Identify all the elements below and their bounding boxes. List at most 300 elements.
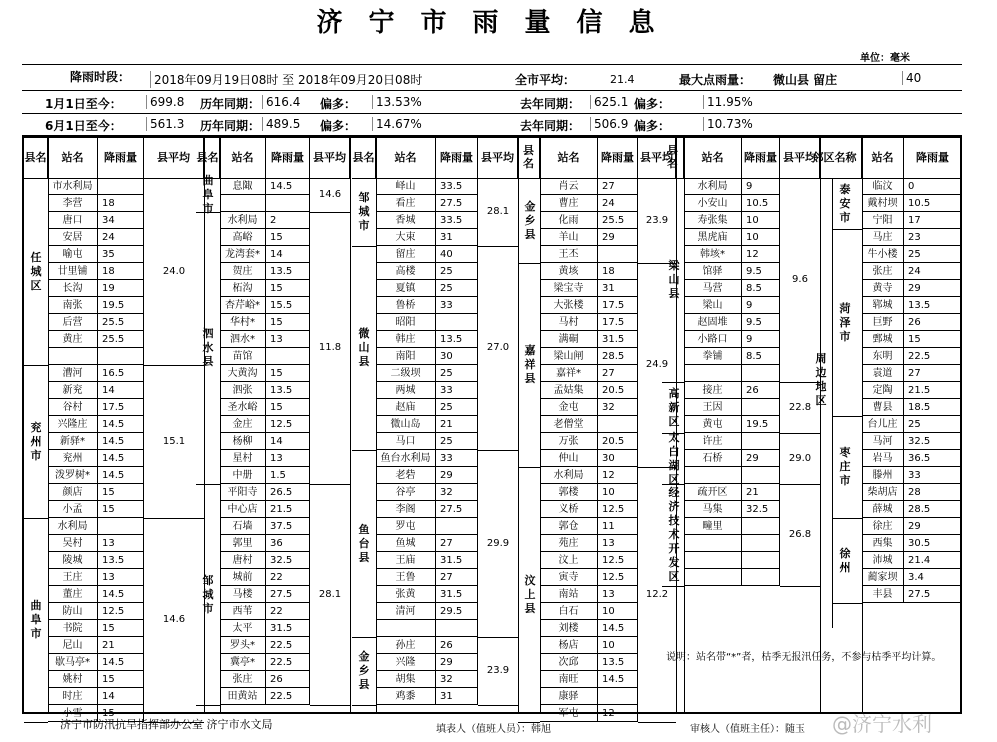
station-name: 兴隆 <box>376 654 436 671</box>
rainfall-value: 13.5 <box>266 382 310 399</box>
rainfall-value: 25.5 <box>98 314 144 331</box>
rainfall-value: 29 <box>904 280 962 297</box>
county-divider <box>196 484 220 485</box>
rainfall-value: 13 <box>266 331 310 348</box>
station-name: 王庄 <box>48 569 98 586</box>
station-name: 康驿 <box>540 688 598 705</box>
avg-divider <box>780 586 820 587</box>
avg-divider <box>144 518 204 519</box>
rainfall-value: 17 <box>904 212 962 229</box>
station-name: 两城 <box>376 382 436 399</box>
county-divider <box>832 416 862 417</box>
divider <box>22 64 962 65</box>
rainfall-value: 15 <box>266 280 310 297</box>
rainfall-value: 10 <box>742 212 780 229</box>
footer-reviewer: 审核人（值班主任）：随玉 <box>690 724 805 735</box>
station-name: 看庄 <box>376 195 436 212</box>
rainfall-value: 25 <box>436 433 478 450</box>
rainfall-value <box>742 399 780 416</box>
rainfall-value: 12 <box>598 467 638 484</box>
rainfall-value: 12.5 <box>98 603 144 620</box>
rainfall-value: 22.5 <box>904 348 962 365</box>
station-name: 疏开区 <box>684 484 742 501</box>
station-name: 张庄 <box>862 263 904 280</box>
station-name: 曹庄 <box>540 195 598 212</box>
station-name <box>220 195 266 212</box>
station-name: 留庄 <box>376 246 436 263</box>
rainfall-value: 18 <box>98 195 144 212</box>
station-name: 平阳寺 <box>220 484 266 501</box>
county-average: 28.1 <box>486 206 510 217</box>
rainfall-value <box>98 518 144 535</box>
rainfall-value: 15 <box>98 705 144 722</box>
diff-label: 偏多： <box>320 119 357 133</box>
station-name: 姚村 <box>48 671 98 688</box>
station-name: 苗馆 <box>220 348 266 365</box>
rainfall-value: 13 <box>598 535 638 552</box>
county-divider <box>196 212 220 213</box>
station-name: 满硐 <box>540 331 598 348</box>
station-name <box>684 467 742 484</box>
station-name: 馆驿 <box>684 263 742 280</box>
diff-value: 13.53% <box>372 95 422 109</box>
county-divider <box>662 484 684 485</box>
watermark: @济宁水利 <box>832 712 932 736</box>
rainfall-value: 11 <box>598 518 638 535</box>
station-name: 市水利局 <box>48 178 98 195</box>
station-name: 颜店 <box>48 484 98 501</box>
rainfall-value: 27.5 <box>436 195 478 212</box>
station-name: 鱼城 <box>376 535 436 552</box>
rainfall-value <box>598 416 638 433</box>
divider <box>22 113 962 114</box>
station-name: 王鲁 <box>376 569 436 586</box>
station-name: 柴胡店 <box>862 484 904 501</box>
rainfall-value: 13.5 <box>98 552 144 569</box>
county-name: 经济技术开发区 <box>668 486 680 583</box>
avg-divider <box>478 637 518 638</box>
rainfall-value <box>742 365 780 382</box>
station-name: 防山 <box>48 603 98 620</box>
county-name: 微山县 <box>358 327 370 368</box>
station-name: 歇马亭* <box>48 654 98 671</box>
rainfall-value: 32 <box>436 671 478 688</box>
station-name: 定陶 <box>862 382 904 399</box>
rainfall-value: 14 <box>266 433 310 450</box>
station-name: 罗屯 <box>376 518 436 535</box>
rainfall-value: 33.5 <box>436 178 478 195</box>
rainfall-value: 26 <box>436 637 478 654</box>
station-name: 石桥 <box>684 450 742 467</box>
station-name: 昭阳 <box>376 314 436 331</box>
station-name: 田黄站 <box>220 688 266 705</box>
avg-divider <box>478 705 518 706</box>
station-name: 戴村坝 <box>862 195 904 212</box>
rainfall-value: 33 <box>436 297 478 314</box>
county-average: 12.2 <box>645 588 669 600</box>
rainfall-value <box>742 518 780 535</box>
station-name: 冀亭* <box>220 654 266 671</box>
county-average: 24.0 <box>162 265 186 277</box>
station-name: 黄寺 <box>862 280 904 297</box>
rainfall-value: 14.5 <box>598 620 638 637</box>
rainfall-value: 14.5 <box>98 450 144 467</box>
rainfall-value: 14.5 <box>98 654 144 671</box>
max-value: 40 <box>902 71 921 85</box>
station-name: 牛小楼 <box>862 246 904 263</box>
county-name: 高新区 <box>668 386 680 428</box>
rainfall-value: 14 <box>98 382 144 399</box>
rainfall-value: 25 <box>904 246 962 263</box>
station-name: 赵庙 <box>376 399 436 416</box>
station-name: 泼罗树* <box>48 467 98 484</box>
county-divider <box>352 450 376 451</box>
rainfall-value: 15 <box>98 484 144 501</box>
rainfall-value: 10 <box>598 603 638 620</box>
station-name: 黑虎庙 <box>684 229 742 246</box>
station-name: 曹县 <box>862 399 904 416</box>
station-name: 水利局 <box>684 178 742 195</box>
rainfall-value <box>98 348 144 365</box>
rainfall-value: 15 <box>266 399 310 416</box>
unit-label: 单位：毫米 <box>860 53 910 64</box>
rainfall-value: 31.5 <box>436 586 478 603</box>
column-divider <box>518 136 519 714</box>
rainfall-value: 21.4 <box>904 552 962 569</box>
station-name: 梁宝寺 <box>540 280 598 297</box>
county-name: 梁山县 <box>668 259 680 300</box>
rainfall-value: 27 <box>436 569 478 586</box>
station-name: 时庄 <box>48 688 98 705</box>
county-name: 鱼台县 <box>358 522 370 564</box>
rainfall-value: 29 <box>742 450 780 467</box>
rainfall-value <box>742 433 780 450</box>
rainfall-value: 10.5 <box>742 195 780 212</box>
column-header: 降雨量 <box>598 136 638 178</box>
station-name: 接庄 <box>684 382 742 399</box>
rainfall-value <box>436 314 478 331</box>
rainfall-value: 20.5 <box>598 433 638 450</box>
last-year-value: 625.1 <box>590 95 628 109</box>
rainfall-value: 25.5 <box>98 331 144 348</box>
station-name: 高楼 <box>376 263 436 280</box>
rainfall-value <box>98 178 144 195</box>
station-name: 李营 <box>48 195 98 212</box>
region-name: 徐州 <box>839 546 851 574</box>
station-name: 书院 <box>48 620 98 637</box>
column-header: 县名 <box>352 136 376 178</box>
max-place: 微山县 留庄 <box>773 73 838 87</box>
column-header: 降雨量 <box>266 136 310 178</box>
county-average: 9.6 <box>792 274 808 285</box>
rainfall-value: 27.5 <box>436 501 478 518</box>
station-name: 疃里 <box>684 518 742 535</box>
station-name: 韩垓* <box>684 246 742 263</box>
rainfall-value: 33 <box>904 467 962 484</box>
rainfall-value: 9.5 <box>742 314 780 331</box>
county-average: 29.0 <box>788 452 812 464</box>
column-header: 降雨量 <box>742 136 780 178</box>
county-name: 曲阜市 <box>202 174 214 215</box>
station-name: 谷村 <box>48 399 98 416</box>
avg-divider <box>310 705 350 706</box>
rainfall-value: 12.5 <box>598 501 638 518</box>
rainfall-value: 17.5 <box>598 297 638 314</box>
rainfall-value: 32 <box>436 484 478 501</box>
station-name: 金庄 <box>220 416 266 433</box>
rainfall-value <box>598 688 638 705</box>
rainfall-value: 14 <box>266 246 310 263</box>
rainfall-value: 10 <box>598 484 638 501</box>
rain-table <box>22 136 962 714</box>
station-name: 王因 <box>684 399 742 416</box>
station-name: 巨野 <box>862 314 904 331</box>
rainfall-value: 25 <box>436 365 478 382</box>
station-name: 袁道 <box>862 365 904 382</box>
station-name: 城前 <box>220 569 266 586</box>
county-divider <box>24 722 48 723</box>
note: 说明：站名带“*”者，枯季无报汛任务，不参与枯季平均计算。 <box>666 652 942 663</box>
rainfall-value: 26 <box>266 671 310 688</box>
county-average: 15.1 <box>162 435 186 447</box>
rainfall-value: 14 <box>98 688 144 705</box>
column-header: 站名 <box>540 136 598 178</box>
rainfall-value: 9.5 <box>742 263 780 280</box>
rainfall-value: 17.5 <box>598 314 638 331</box>
station-name: 杨店 <box>540 637 598 654</box>
station-name: 圣水峪 <box>220 399 266 416</box>
hist-value: 616.4 <box>262 95 300 109</box>
station-name: 贺庄 <box>220 263 266 280</box>
station-name: 郭里 <box>220 535 266 552</box>
rainfall-value: 15 <box>98 671 144 688</box>
station-name <box>684 535 742 552</box>
rainfall-value: 21 <box>436 416 478 433</box>
county-name: 嘉祥县 <box>524 344 536 385</box>
summary-value: 561.3 <box>146 117 184 131</box>
rainfall-value: 25 <box>436 280 478 297</box>
county-average: 14.6 <box>318 189 342 200</box>
rainfall-value: 13 <box>98 569 144 586</box>
rainfall-value: 10 <box>742 229 780 246</box>
station-name: 南张 <box>48 297 98 314</box>
station-name: 薛城 <box>862 501 904 518</box>
station-name: 丰县 <box>862 586 904 603</box>
station-name: 清河 <box>376 603 436 620</box>
summary-value: 699.8 <box>146 95 184 109</box>
station-name: 新驿* <box>48 433 98 450</box>
county-name: 金乡县 <box>524 199 536 241</box>
rainfall-value: 26.5 <box>266 484 310 501</box>
station-name: 南旺 <box>540 671 598 688</box>
station-name: 夏镇 <box>376 280 436 297</box>
station-name: 马楼 <box>220 586 266 603</box>
station-name: 马村 <box>540 314 598 331</box>
rainfall-value: 28.5 <box>904 501 962 518</box>
station-name: 张黄 <box>376 586 436 603</box>
rainfall-value: 25 <box>436 399 478 416</box>
county-divider <box>24 518 48 519</box>
station-name: 二级坝 <box>376 365 436 382</box>
rainfall-value: 15 <box>266 314 310 331</box>
station-name: 黄垓 <box>540 263 598 280</box>
station-name <box>684 365 742 382</box>
column-divider <box>820 136 821 714</box>
region-name: 菏泽市 <box>839 301 851 343</box>
rainfall-value: 1.5 <box>266 467 310 484</box>
station-name: 罗头* <box>220 637 266 654</box>
rainfall-value: 27 <box>598 178 638 195</box>
station-name: 王丕 <box>540 246 598 263</box>
rainfall-value <box>436 518 478 535</box>
avg-divider <box>638 722 676 723</box>
county-name: 汶上县 <box>524 573 536 615</box>
station-name: 许庄 <box>684 433 742 450</box>
county-average: 11.8 <box>318 342 342 353</box>
column-header: 县平均 <box>478 136 518 178</box>
rainfall-value: 14.5 <box>98 416 144 433</box>
avg-divider <box>478 450 518 451</box>
rainfall-value: 30 <box>436 348 478 365</box>
rainfall-value: 32.5 <box>904 433 962 450</box>
rainfall-value: 33 <box>436 382 478 399</box>
county-divider <box>518 263 540 264</box>
county-average: 24.9 <box>645 359 669 370</box>
county-average: 14.6 <box>162 614 186 625</box>
rainfall-value: 24 <box>598 195 638 212</box>
column-divider <box>684 136 685 714</box>
rainfall-value: 31 <box>436 688 478 705</box>
rainfall-value: 13 <box>266 450 310 467</box>
summary-label: 1月1日至今： <box>45 97 122 111</box>
station-name: 董庄 <box>48 586 98 603</box>
rainfall-value: 28 <box>904 484 962 501</box>
column-divider <box>376 136 377 714</box>
column-header: 站名 <box>376 136 436 178</box>
station-name: 万张 <box>540 433 598 450</box>
station-name: 水利局 <box>540 467 598 484</box>
station-name: 孟姑集 <box>540 382 598 399</box>
rainfall-value: 32.5 <box>742 501 780 518</box>
rainfall-value: 22 <box>266 603 310 620</box>
station-name: 大黄沟 <box>220 365 266 382</box>
station-name: 峄山 <box>376 178 436 195</box>
rainfall-value: 36.5 <box>904 450 962 467</box>
station-name: 老砦 <box>376 467 436 484</box>
station-name: 沛城 <box>862 552 904 569</box>
station-name: 嘉祥* <box>540 365 598 382</box>
station-name: 马口 <box>376 433 436 450</box>
diff-value: 14.67% <box>372 117 422 131</box>
station-name: 鲁桥 <box>376 297 436 314</box>
rainfall-value: 8.5 <box>742 348 780 365</box>
region-name: 枣庄市 <box>839 446 851 487</box>
station-name: 泗张 <box>220 382 266 399</box>
county-divider <box>662 586 684 587</box>
rainfall-value: 31.5 <box>598 331 638 348</box>
station-name: 微山岛 <box>376 416 436 433</box>
rainfall-value: 3.4 <box>904 569 962 586</box>
county-average: 23.9 <box>645 214 669 226</box>
station-name: 兴隆庄 <box>48 416 98 433</box>
station-name: 水利局 <box>48 518 98 535</box>
station-name: 大束 <box>376 229 436 246</box>
footer-org: 济宁市防汛抗旱指挥部办公室 济宁市水文局 <box>60 718 273 731</box>
rainfall-value: 21.5 <box>904 382 962 399</box>
rainfall-value: 2 <box>266 212 310 229</box>
avg-divider <box>310 212 350 213</box>
rainfall-value: 14.5 <box>266 178 310 195</box>
rainfall-value: 12 <box>598 705 638 722</box>
rainfall-value: 29 <box>598 229 638 246</box>
rainfall-value: 26 <box>904 314 962 331</box>
column-divider <box>204 136 205 714</box>
rainfall-value: 12.5 <box>266 416 310 433</box>
rainfall-value: 17.5 <box>98 399 144 416</box>
rainfall-value: 33.5 <box>436 212 478 229</box>
column-header: 县名 <box>518 136 540 178</box>
rainfall-value: 24 <box>904 263 962 280</box>
column-divider <box>862 136 863 714</box>
station-name: 老僧堂 <box>540 416 598 433</box>
last-year-value: 506.9 <box>590 117 628 131</box>
rainfall-value: 9 <box>742 297 780 314</box>
rainfall-value <box>742 467 780 484</box>
station-name: 郭楼 <box>540 484 598 501</box>
county-name: 邹城市 <box>358 191 370 232</box>
column-header: 县平均 <box>638 136 676 178</box>
rainfall-value: 0 <box>904 178 962 195</box>
station-name: 黄屯 <box>684 416 742 433</box>
column-header: 县平均 <box>780 136 820 178</box>
station-name: 张庄 <box>220 671 266 688</box>
station-name: 蔺家坝 <box>862 569 904 586</box>
rainfall-value: 25 <box>904 416 962 433</box>
rainfall-value: 18 <box>98 263 144 280</box>
column-header: 县名 <box>24 136 48 178</box>
rainfall-value: 15 <box>266 365 310 382</box>
station-name <box>376 620 436 637</box>
rainfall-value <box>742 552 780 569</box>
station-name: 谷亭 <box>376 484 436 501</box>
rainfall-value: 21.5 <box>266 501 310 518</box>
station-name: 水利局 <box>220 212 266 229</box>
county-divider <box>352 246 376 247</box>
rainfall-value: 12 <box>742 246 780 263</box>
station-name: 鄄城 <box>862 331 904 348</box>
column-divider <box>350 136 351 714</box>
county-divider <box>196 705 220 706</box>
station-name: 梁山 <box>684 297 742 314</box>
station-name: 宁阳 <box>862 212 904 229</box>
station-name: 次邱 <box>540 654 598 671</box>
station-name: 杨柳 <box>220 433 266 450</box>
page-title: 济宁市雨量信息 <box>316 8 681 38</box>
rainfall-value: 25.5 <box>598 212 638 229</box>
period-value: 2018年09月19日08时 至 2018年09月20日08时 <box>150 71 422 88</box>
avg-divider <box>780 433 820 434</box>
station-name: 太平 <box>220 620 266 637</box>
station-name: 兖州 <box>48 450 98 467</box>
column-header: 县平均 <box>144 136 204 178</box>
station-name: 拳铺 <box>684 348 742 365</box>
county-name: 曲阜市 <box>30 599 42 640</box>
county-average: 28.1 <box>318 588 342 600</box>
column-divider <box>540 136 541 714</box>
rainfall-value: 26 <box>742 382 780 399</box>
rainfall-value: 23 <box>904 229 962 246</box>
county-divider <box>518 467 540 468</box>
